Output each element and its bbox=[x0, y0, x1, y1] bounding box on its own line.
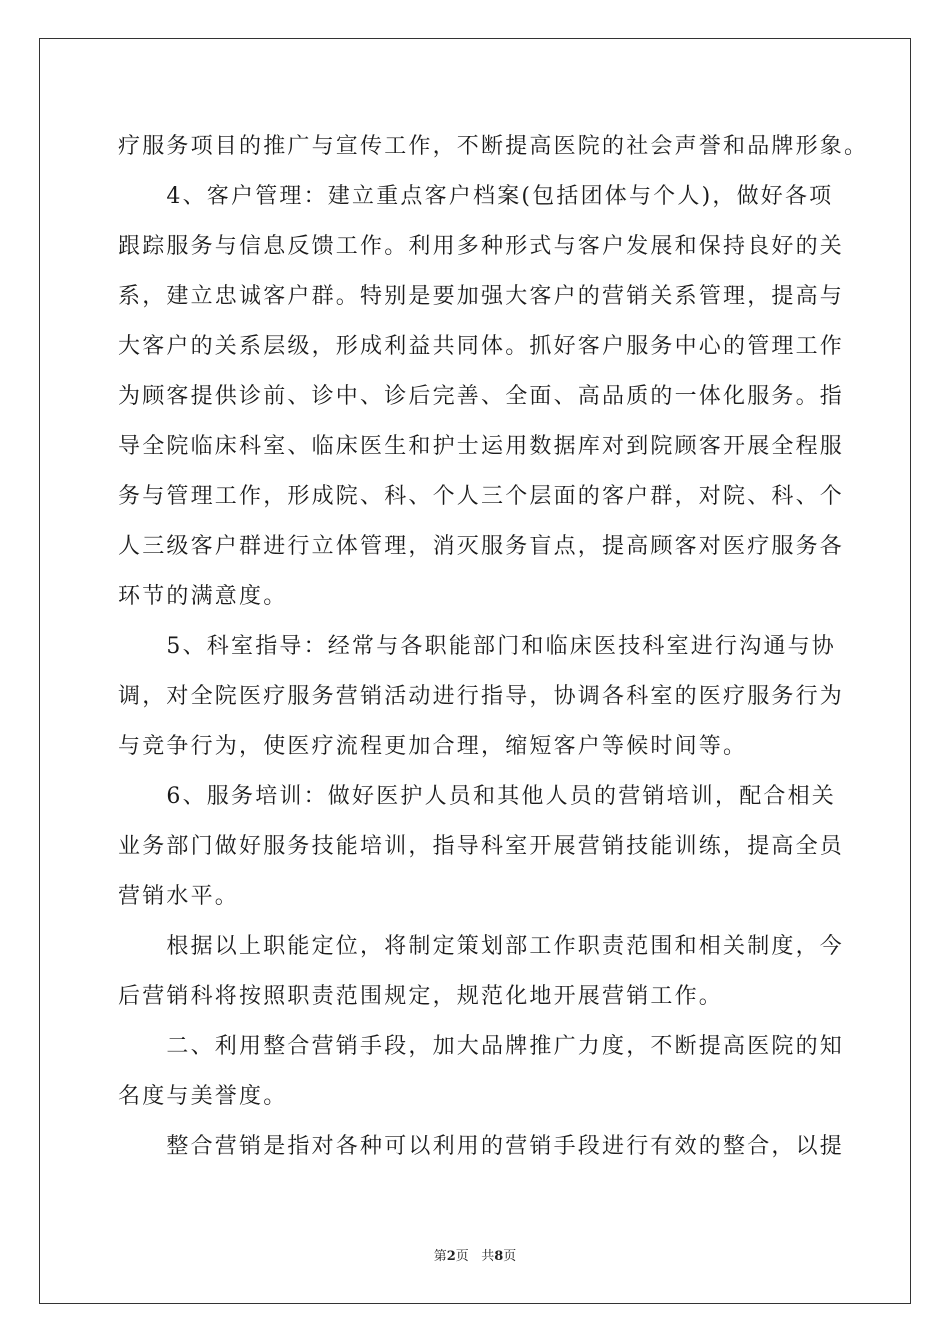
text-line: 名度与美誉度。 bbox=[118, 1084, 288, 1109]
text-line: 6、服务培训：做好医护人员和其他人员的营销培训，配合相关 bbox=[118, 784, 836, 809]
text-line: 业务部门做好服务技能培训，指导科室开展营销技能训练，提高全员 bbox=[118, 834, 845, 859]
text-line: 务与管理工作，形成院、科、个人三个层面的客户群，对院、科、个 bbox=[118, 484, 845, 509]
text-line: 环节的满意度。 bbox=[118, 584, 288, 609]
text-line: 导全院临床科室、临床医生和护士运用数据库对到院顾客开展全程服 bbox=[118, 434, 845, 459]
text-line: 5、科室指导：经常与各职能部门和临床医技科室进行沟通与协 bbox=[118, 634, 836, 659]
text-line: 4、客户管理：建立重点客户档案(包括团体与个人)，做好各项 bbox=[118, 184, 834, 209]
text-line: 调，对全院医疗服务营销活动进行指导，协调各科室的医疗服务行为 bbox=[118, 684, 845, 709]
page-prefix: 第 bbox=[433, 1249, 447, 1264]
document-body bbox=[118, 122, 869, 1172]
page-suffix: 页 bbox=[455, 1249, 469, 1264]
text-line: 营销水平。 bbox=[118, 884, 240, 909]
page-footer bbox=[0, 1248, 950, 1266]
page-total: 8 bbox=[494, 1249, 504, 1264]
text-line: 大客户的关系层级，形成利益共同体。抓好客户服务中心的管理工作 bbox=[118, 334, 845, 359]
text-line: 根据以上职能定位，将制定策划部工作职责范围和相关制度，今 bbox=[118, 934, 845, 959]
text-line: 系，建立忠诚客户群。特别是要加强大客户的营销关系管理，提高与 bbox=[118, 284, 845, 309]
text-line: 为顾客提供诊前、诊中、诊后完善、全面、高品质的一体化服务。指 bbox=[118, 384, 845, 409]
total-suffix: 页 bbox=[503, 1249, 517, 1264]
text-line: 后营销科将按照职责范围规定，规范化地开展营销工作。 bbox=[118, 984, 724, 1009]
page-current: 2 bbox=[446, 1249, 456, 1264]
text-line: 与竞争行为，使医疗流程更加合理，缩短客户等候时间等。 bbox=[118, 734, 748, 759]
text-line: 跟踪服务与信息反馈工作。利用多种形式与客户发展和保持良好的关 bbox=[118, 234, 845, 259]
text-line: 整合营销是指对各种可以利用的营销手段进行有效的整合，以提 bbox=[118, 1134, 845, 1159]
text-line: 二、利用整合营销手段，加大品牌推广力度，不断提高医院的知 bbox=[118, 1034, 845, 1059]
text-line: 疗服务项目的推广与宣传工作，不断提高医院的社会声誉和品牌形象。 bbox=[118, 134, 869, 159]
text-line: 人三级客户群进行立体管理，消灭服务盲点，提高顾客对医疗服务各 bbox=[118, 534, 845, 559]
total-prefix: 共 bbox=[481, 1249, 495, 1264]
